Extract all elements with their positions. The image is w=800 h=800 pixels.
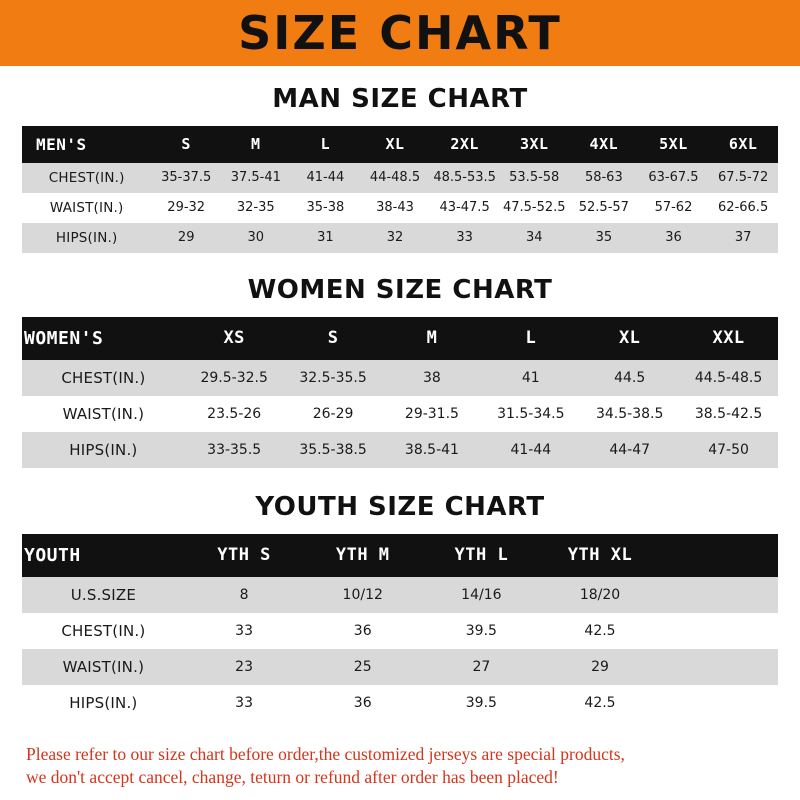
- men-hips-xl: 32: [360, 223, 430, 253]
- men-row-hips-label: HIPS(IN.): [22, 223, 151, 253]
- women-row-chest-label: CHEST(IN.): [22, 360, 185, 396]
- table-row: [22, 193, 778, 223]
- content-area: [0, 66, 800, 800]
- youth-row-ussize-label: U.S.SIZE: [22, 577, 185, 613]
- men-waist-4xl: 52.5-57: [569, 193, 639, 223]
- men-waist-xl: 38-43: [360, 193, 430, 223]
- youth-ussize-empty: [659, 577, 778, 613]
- women-row-waist-label: WAIST(IN.): [22, 396, 185, 432]
- women-chest-xxl: 44.5-48.5: [679, 360, 778, 396]
- youth-table-header: [22, 534, 778, 577]
- youth-waist-thxl: 29: [541, 649, 660, 685]
- men-section-title: MAN SIZE CHART: [272, 83, 528, 114]
- youth-header-yths: YTH S: [185, 534, 304, 577]
- men-hips-6xl: 37: [708, 223, 778, 253]
- women-header-l: L: [481, 317, 580, 360]
- women-header-xs: XS: [185, 317, 284, 360]
- notice-line-1: Please refer to our size chart before order,the customized jerseys are special products,: [26, 743, 625, 764]
- women-size-table: [22, 317, 778, 468]
- men-header-xl: XL: [360, 126, 430, 163]
- men-chest-5xl: 63-67.5: [639, 163, 709, 193]
- men-row-waist-label: WAIST(IN.): [22, 193, 151, 223]
- men-hips-s: 29: [151, 223, 221, 253]
- table-row: [22, 396, 778, 432]
- youth-header-ythl: YTH L: [422, 534, 541, 577]
- table-row: [22, 577, 778, 613]
- women-chest-l: 41: [481, 360, 580, 396]
- women-hips-l: 41-44: [481, 432, 580, 468]
- women-header-s: S: [284, 317, 383, 360]
- youth-hips-thm: 36: [303, 685, 422, 721]
- men-table-body: [22, 163, 778, 253]
- youth-chest-thxl: 42.5: [541, 613, 660, 649]
- youth-ussize-thl: 14/16: [422, 577, 541, 613]
- youth-waist-ths: 23: [185, 649, 304, 685]
- men-header-m: M: [221, 126, 291, 163]
- women-header-m: M: [383, 317, 482, 360]
- men-table-header: [22, 126, 778, 163]
- table-row: [22, 613, 778, 649]
- youth-chest-thm: 36: [303, 613, 422, 649]
- youth-chest-ths: 33: [185, 613, 304, 649]
- women-hips-xxl: 47-50: [679, 432, 778, 468]
- women-header-label: WOMEN'S: [22, 317, 185, 360]
- women-chest-xl: 44.5: [580, 360, 679, 396]
- youth-size-table: [22, 534, 778, 721]
- men-header-3xl: 3XL: [499, 126, 569, 163]
- men-hips-3xl: 34: [499, 223, 569, 253]
- youth-waist-thm: 25: [303, 649, 422, 685]
- women-row-hips-label: HIPS(IN.): [22, 432, 185, 468]
- women-hips-xs: 33-35.5: [185, 432, 284, 468]
- men-chest-m: 37.5-41: [221, 163, 291, 193]
- men-chest-4xl: 58-63: [569, 163, 639, 193]
- youth-ussize-ths: 8: [185, 577, 304, 613]
- men-chest-2xl: 48.5-53.5: [430, 163, 500, 193]
- youth-header-ythm: YTH M: [303, 534, 422, 577]
- youth-ussize-thxl: 18/20: [541, 577, 660, 613]
- youth-header-ythxl: YTH XL: [541, 534, 660, 577]
- table-header-row: [22, 126, 778, 163]
- table-header-row: [22, 534, 778, 577]
- youth-hips-ths: 33: [185, 685, 304, 721]
- youth-waist-empty: [659, 649, 778, 685]
- women-chest-xs: 29.5-32.5: [185, 360, 284, 396]
- women-header-xl: XL: [580, 317, 679, 360]
- men-chest-3xl: 53.5-58: [499, 163, 569, 193]
- men-header-6xl: 6XL: [708, 126, 778, 163]
- order-notice: [22, 737, 778, 800]
- women-table-body: [22, 360, 778, 468]
- table-row: [22, 223, 778, 253]
- youth-hips-thxl: 42.5: [541, 685, 660, 721]
- men-row-chest-label: CHEST(IN.): [22, 163, 151, 193]
- men-waist-3xl: 47.5-52.5: [499, 193, 569, 223]
- table-row: [22, 685, 778, 721]
- men-waist-2xl: 43-47.5: [430, 193, 500, 223]
- men-hips-4xl: 35: [569, 223, 639, 253]
- women-section-title: WOMEN SIZE CHART: [247, 274, 553, 305]
- women-chest-s: 32.5-35.5: [284, 360, 383, 396]
- men-waist-s: 29-32: [151, 193, 221, 223]
- youth-header-empty: [659, 534, 778, 577]
- women-waist-l: 31.5-34.5: [481, 396, 580, 432]
- table-row: [22, 360, 778, 396]
- women-waist-xxl: 38.5-42.5: [679, 396, 778, 432]
- table-row: [22, 649, 778, 685]
- youth-waist-thl: 27: [422, 649, 541, 685]
- men-waist-m: 32-35: [221, 193, 291, 223]
- youth-hips-thl: 39.5: [422, 685, 541, 721]
- men-header-5xl: 5XL: [639, 126, 709, 163]
- men-hips-m: 30: [221, 223, 291, 253]
- men-chest-l: 41-44: [291, 163, 361, 193]
- women-hips-m: 38.5-41: [383, 432, 482, 468]
- women-waist-s: 26-29: [284, 396, 383, 432]
- men-hips-5xl: 36: [639, 223, 709, 253]
- women-header-xxl: XXL: [679, 317, 778, 360]
- men-waist-5xl: 57-62: [639, 193, 709, 223]
- youth-chest-empty: [659, 613, 778, 649]
- men-chest-xl: 44-48.5: [360, 163, 430, 193]
- header-banner: [0, 0, 800, 66]
- men-header-label: MEN'S: [22, 126, 151, 163]
- youth-section-title: YOUTH SIZE CHART: [255, 491, 545, 522]
- women-waist-xs: 23.5-26: [185, 396, 284, 432]
- women-chest-m: 38: [383, 360, 482, 396]
- table-header-row: [22, 317, 778, 360]
- women-waist-xl: 34.5-38.5: [580, 396, 679, 432]
- women-hips-s: 35.5-38.5: [284, 432, 383, 468]
- notice-line-2: we don't accept cancel, change, teturn or refund after order has been placed!: [26, 767, 559, 788]
- men-header-4xl: 4XL: [569, 126, 639, 163]
- women-hips-xl: 44-47: [580, 432, 679, 468]
- youth-row-waist-label: WAIST(IN.): [22, 649, 185, 685]
- youth-header-label: YOUTH: [22, 534, 185, 577]
- youth-chest-thl: 39.5: [422, 613, 541, 649]
- men-hips-2xl: 33: [430, 223, 500, 253]
- men-header-s: S: [151, 126, 221, 163]
- men-waist-l: 35-38: [291, 193, 361, 223]
- table-row: [22, 432, 778, 468]
- women-waist-m: 29-31.5: [383, 396, 482, 432]
- page-title: SIZE CHART: [238, 5, 562, 60]
- men-size-table: [22, 126, 778, 253]
- youth-hips-empty: [659, 685, 778, 721]
- women-table-header: [22, 317, 778, 360]
- men-header-l: L: [291, 126, 361, 163]
- men-chest-6xl: 67.5-72: [708, 163, 778, 193]
- youth-row-chest-label: CHEST(IN.): [22, 613, 185, 649]
- table-row: [22, 163, 778, 193]
- youth-ussize-thm: 10/12: [303, 577, 422, 613]
- youth-table-body: [22, 577, 778, 721]
- men-hips-l: 31: [291, 223, 361, 253]
- men-waist-6xl: 62-66.5: [708, 193, 778, 223]
- youth-row-hips-label: HIPS(IN.): [22, 685, 185, 721]
- men-header-2xl: 2XL: [430, 126, 500, 163]
- men-chest-s: 35-37.5: [151, 163, 221, 193]
